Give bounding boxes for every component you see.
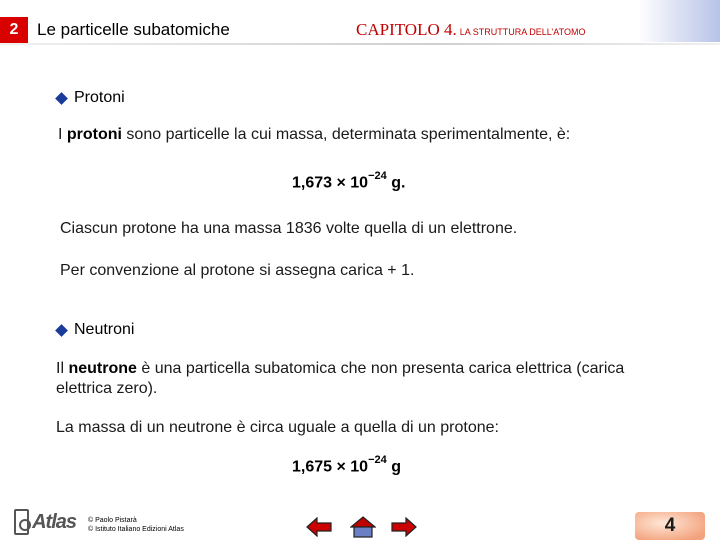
protoni-intro xyxy=(58,125,658,145)
copyright-credits xyxy=(88,516,184,534)
diamond-bullet-icon xyxy=(55,324,68,337)
next-page-button[interactable] xyxy=(391,515,417,539)
proton-formula-base: 1,673 × 10 xyxy=(292,174,369,192)
neutroni-heading-label: Neutroni xyxy=(74,321,135,338)
atlas-logo-mark-icon xyxy=(14,509,29,535)
neutron-mass-formula xyxy=(292,456,401,476)
neutroni-heading xyxy=(54,321,134,339)
neutron-formula-unit: g xyxy=(386,458,401,476)
section-title: Le particelle subatomiche xyxy=(37,20,230,39)
header-corner-gradient xyxy=(638,0,720,42)
page-number-badge xyxy=(635,512,705,540)
header-divider xyxy=(0,43,720,45)
proton-charge-text: Per convenzione al protone si assegna carica + 1. xyxy=(60,262,415,279)
neutron-formula-exponent: −24 xyxy=(368,454,387,466)
neutroni-intro-pre: Il xyxy=(56,360,69,377)
proton-mass-ratio-text: Ciascun protone ha una massa 1836 volte quella di un elettrone. xyxy=(60,220,518,237)
protoni-heading xyxy=(54,89,125,107)
chapter-heading xyxy=(356,20,585,40)
previous-page-button[interactable] xyxy=(306,515,332,539)
proton-formula-unit: g. xyxy=(386,174,406,192)
credit-author: © Paolo Pistarà xyxy=(88,517,137,524)
arrow-left-icon xyxy=(306,517,332,537)
chapter-subtitle: LA STRUTTURA DELL’ATOMO xyxy=(459,27,586,37)
section-number-badge: 2 xyxy=(0,17,28,43)
protoni-intro-post: sono particelle la cui massa, determinata sperimentalmente, è: xyxy=(121,126,571,143)
diamond-bullet-icon xyxy=(55,92,68,105)
neutroni-intro xyxy=(56,359,636,399)
home-icon xyxy=(350,516,376,538)
credit-publisher: © Istituto Italiano Edizioni Atlas xyxy=(88,526,184,533)
proton-mass-formula xyxy=(292,172,405,192)
neutroni-intro-bold: neutrone xyxy=(68,360,137,377)
page-number: 4 xyxy=(664,515,676,536)
neutron-mass-text: La massa di un neutrone è circa uguale a quella di un protone: xyxy=(56,419,499,436)
protoni-intro-bold: protoni xyxy=(66,126,122,143)
neutron-formula-base: 1,675 × 10 xyxy=(292,458,369,476)
proton-formula-exponent: −24 xyxy=(368,170,387,182)
home-button[interactable] xyxy=(350,515,376,539)
arrow-right-icon xyxy=(391,517,417,537)
atlas-logo xyxy=(14,508,76,536)
atlas-logo-text: Atlas xyxy=(32,510,76,533)
chapter-title: CAPITOLO 4. xyxy=(356,20,457,39)
neutroni-intro-post: è una particella subatomica che non presenta carica elettrica (carica elettrica zero). xyxy=(56,360,625,397)
protoni-intro-pre: I xyxy=(58,126,67,143)
protoni-heading-label: Protoni xyxy=(74,89,125,106)
